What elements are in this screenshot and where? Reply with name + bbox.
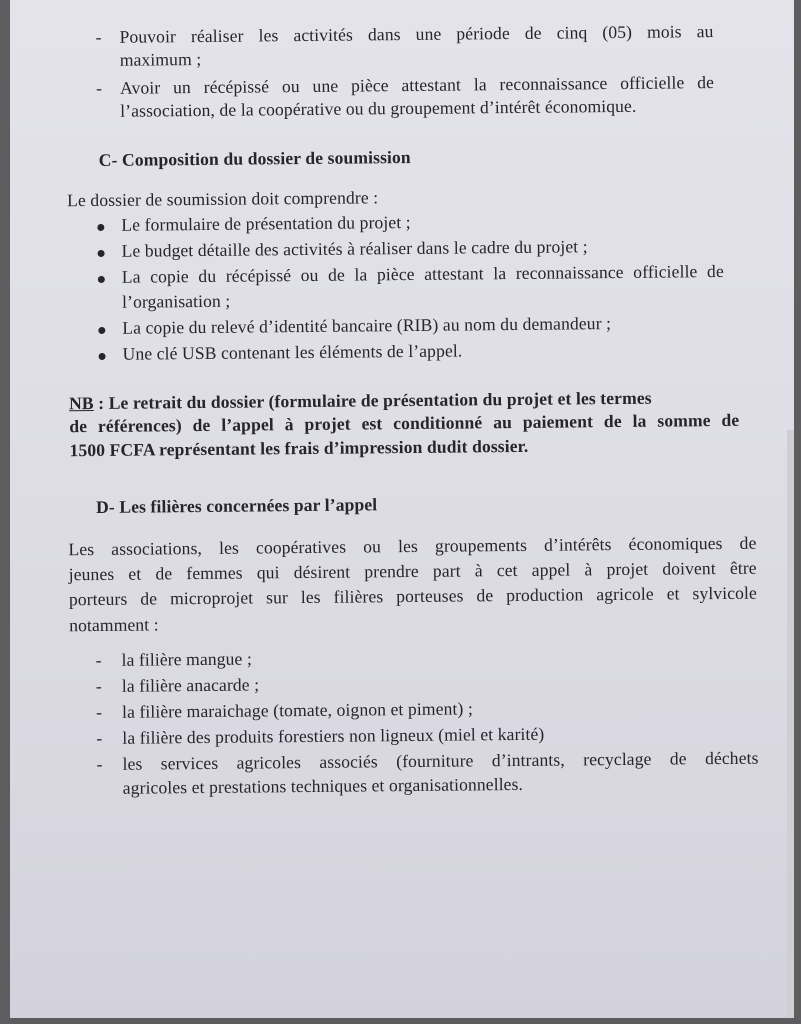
intro-item-2-line-1: Avoir un récépissé ou une pièce attestant la reconnaissance officielle de [119, 72, 715, 98]
dash-marker: - [96, 753, 103, 775]
section-d-item-5-line-2: agricoles et prestations techniques et organisationnelles. [122, 773, 524, 798]
bullet-marker [98, 327, 105, 334]
section-d-item-3: la filière maraichage (tomate, oignon et piment) ; [121, 698, 473, 722]
intro-item-1-line-1: Pouvoir réaliser les activités dans une période de cinq (05) mois au [119, 21, 714, 47]
note-text-1: : Le retrait du dossier (formulaire de présentation du projet et les termes [93, 387, 652, 414]
page-content [10, 0, 794, 1018]
section-c-bullet-5: Une clé USB contenant les éléments de l’appel. [122, 340, 463, 364]
intro-item-1-line-2: maximum ; [119, 48, 202, 70]
bullet-marker [98, 250, 105, 257]
dash-marker: - [95, 26, 102, 47]
dash-marker: - [95, 77, 102, 98]
section-c-bullet-3-line-2: l’organisation ; [121, 290, 231, 312]
dash-marker: - [95, 649, 102, 671]
dash-marker: - [95, 701, 102, 723]
note-line-2: de références) de l’appel à projet est conditionné au paiement de la somme de [69, 409, 740, 437]
section-d-item-2: la filière anacarde ; [121, 674, 260, 696]
section-d-item-1: la filière mangue ; [121, 648, 252, 670]
bullet-marker [98, 276, 105, 283]
section-d-paragraph-line-3: porteurs de microprojet sur les filières porteuses de production agricole et sylvicole [68, 582, 758, 610]
section-c-bullet-1: Le formulaire de présentation du projet ; [121, 211, 411, 235]
section-d-item-5-line-1: les services agricoles associés (fourniture d’intrants, recyclage de déchets [122, 747, 759, 774]
section-d-paragraph-line-4: notamment : [69, 614, 159, 636]
section-c-bullet-3-line-1: La copie du récépissé ou de la pièce attestant la reconnaissance officielle de [121, 260, 724, 287]
section-c-bullet-2: Le budget détaille des activités à réaliser dans le cadre du projet ; [121, 236, 588, 261]
section-c-intro: Le dossier de soumission doit comprendre : [67, 187, 379, 211]
section-d-heading: D- Les filières concernées par l’appel [95, 494, 378, 518]
note-label: NB [68, 393, 94, 414]
dash-marker: - [95, 675, 102, 697]
bullet-marker [97, 224, 104, 231]
note-line-3: 1500 FCFA représentant les frais d’impression dudit dossier. [69, 435, 529, 461]
section-d-paragraph-line-2: jeunes et de femmes qui désirent prendre part à cet appel à projet doivent être [68, 557, 757, 585]
intro-item-2-line-2: l’association, de la coopérative ou du groupement d’intérêt économique. [120, 95, 637, 121]
document-page [10, 0, 794, 1018]
bullet-marker [99, 353, 106, 360]
section-d-item-4: la filière des produits forestiers non ligneux (miel et karité) [122, 723, 545, 748]
section-d-paragraph-line-1: Les associations, les coopératives ou les groupements d’intérêts économiques de [68, 532, 757, 560]
dash-marker: - [96, 727, 103, 749]
section-c-heading: C- Composition du dossier de soumission [98, 146, 411, 170]
section-c-bullet-4: La copie du relevé d’identité bancaire (RIB) au nom du demandeur ; [122, 313, 612, 338]
